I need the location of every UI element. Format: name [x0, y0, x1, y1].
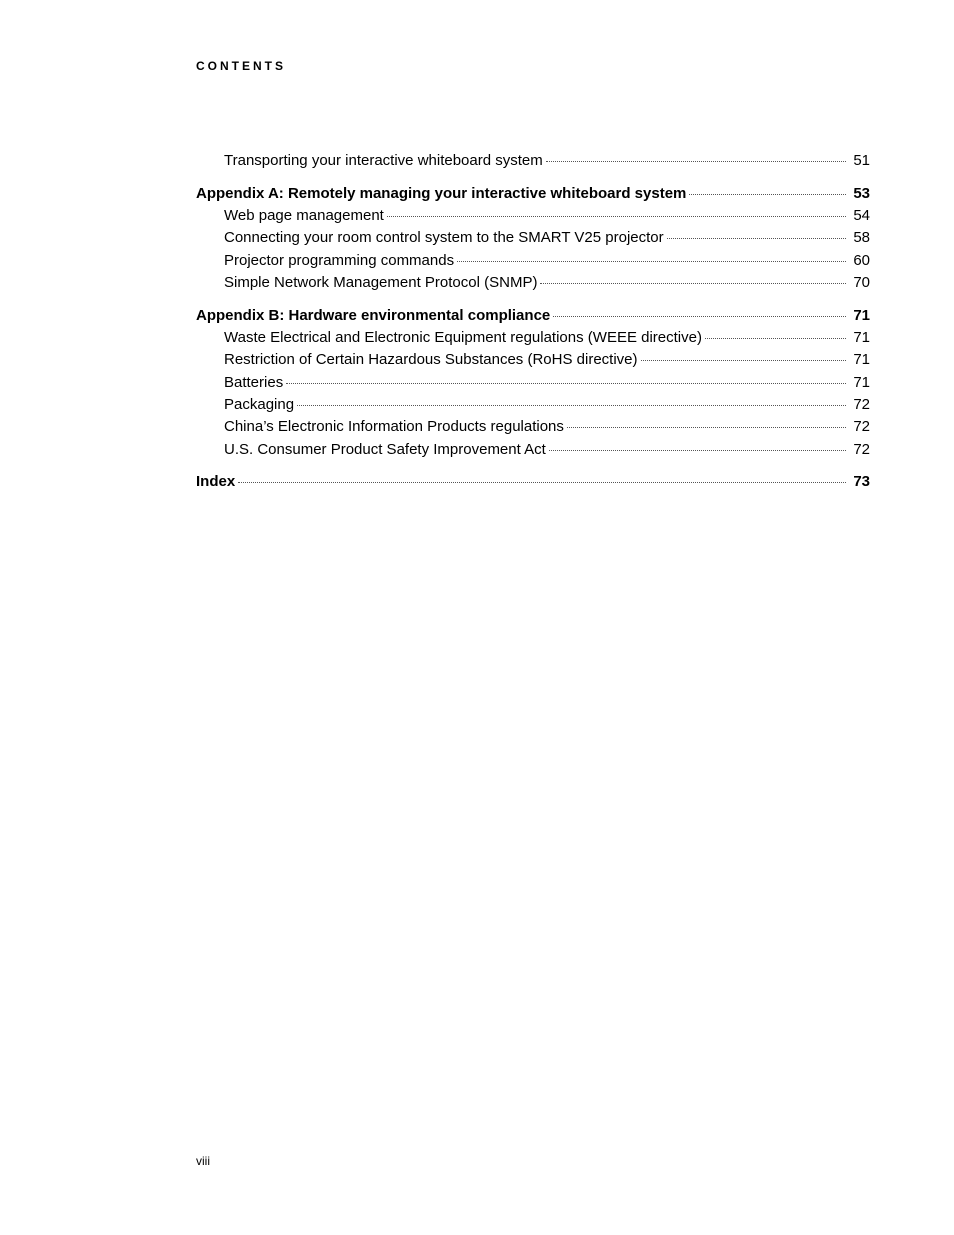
toc-entry[interactable] [196, 416, 870, 438]
toc-entry-page: 51 [853, 152, 870, 169]
toc-entry-page: 54 [853, 207, 870, 225]
toc-entry[interactable] [196, 150, 870, 172]
toc-entry-title: Batteries [224, 373, 284, 391]
toc-entry-appendix-b[interactable] [196, 305, 870, 327]
toc-entry-page: 71 [853, 306, 870, 324]
toc-entry-title: China’s Electronic Information Products regulations [224, 418, 564, 436]
toc-entry-title: U.S. Consumer Product Safety Improvement Act [224, 440, 546, 458]
toc-entry[interactable] [196, 394, 870, 416]
running-header: CONTENTS [196, 59, 286, 73]
toc-entry-title: Appendix A: Remotely managing your interactive whiteboard system [196, 184, 687, 202]
dot-leader [238, 482, 846, 483]
toc-entry-title: Projector programming commands [224, 251, 455, 269]
toc-entry[interactable] [196, 439, 870, 461]
dot-leader [546, 161, 846, 162]
toc-entry-title: Web page management [224, 207, 384, 225]
toc-entry-page: 70 [853, 273, 870, 291]
toc-entry-title: Index [196, 473, 236, 491]
dot-leader [567, 427, 846, 428]
toc-entry[interactable] [196, 205, 870, 227]
toc-entry-title: Connecting your room control system to the SMART V25 projector [224, 229, 664, 247]
dot-leader [689, 194, 846, 195]
toc-entry[interactable] [196, 327, 870, 349]
dot-leader [387, 216, 846, 217]
toc-entry-title: Appendix B: Hardware environmental compliance [196, 306, 551, 324]
toc-entry-page: 73 [853, 473, 870, 491]
table-of-contents [196, 150, 870, 494]
toc-entry-title: Waste Electrical and Electronic Equipment regulations (WEEE directive) [224, 329, 702, 347]
toc-entry-page: 53 [853, 184, 870, 202]
toc-entry[interactable] [196, 372, 870, 394]
toc-entry[interactable] [196, 272, 870, 294]
dot-leader [641, 360, 846, 361]
page-number: viii [196, 1154, 210, 1168]
toc-entry-title: Packaging [224, 395, 295, 413]
dot-leader [705, 338, 846, 339]
toc-entry-page: 72 [853, 395, 870, 413]
toc-entry-page: 58 [853, 229, 870, 247]
toc-entry-page: 60 [853, 251, 870, 269]
toc-entry[interactable] [196, 250, 870, 272]
toc-entry-index[interactable] [196, 471, 870, 493]
dot-leader [286, 383, 846, 384]
dot-leader [553, 316, 846, 317]
dot-leader [297, 405, 846, 406]
toc-entry-appendix-a[interactable] [196, 183, 870, 205]
toc-entry[interactable] [196, 349, 870, 371]
toc-entry-title: Transporting your interactive whiteboard system [224, 152, 543, 169]
toc-entry-page: 72 [853, 418, 870, 436]
toc-entry-page: 71 [853, 373, 870, 391]
toc-entry-title: Restriction of Certain Hazardous Substances (RoHS directive) [224, 351, 638, 369]
toc-entry[interactable] [196, 227, 870, 249]
dot-leader [457, 261, 846, 262]
toc-entry-page: 71 [853, 329, 870, 347]
dot-leader [549, 450, 846, 451]
dot-leader [540, 283, 846, 284]
toc-entry-title: Simple Network Management Protocol (SNMP) [224, 273, 538, 291]
toc-entry-page: 71 [853, 351, 870, 369]
dot-leader [667, 238, 846, 239]
toc-entry-page: 72 [853, 440, 870, 458]
